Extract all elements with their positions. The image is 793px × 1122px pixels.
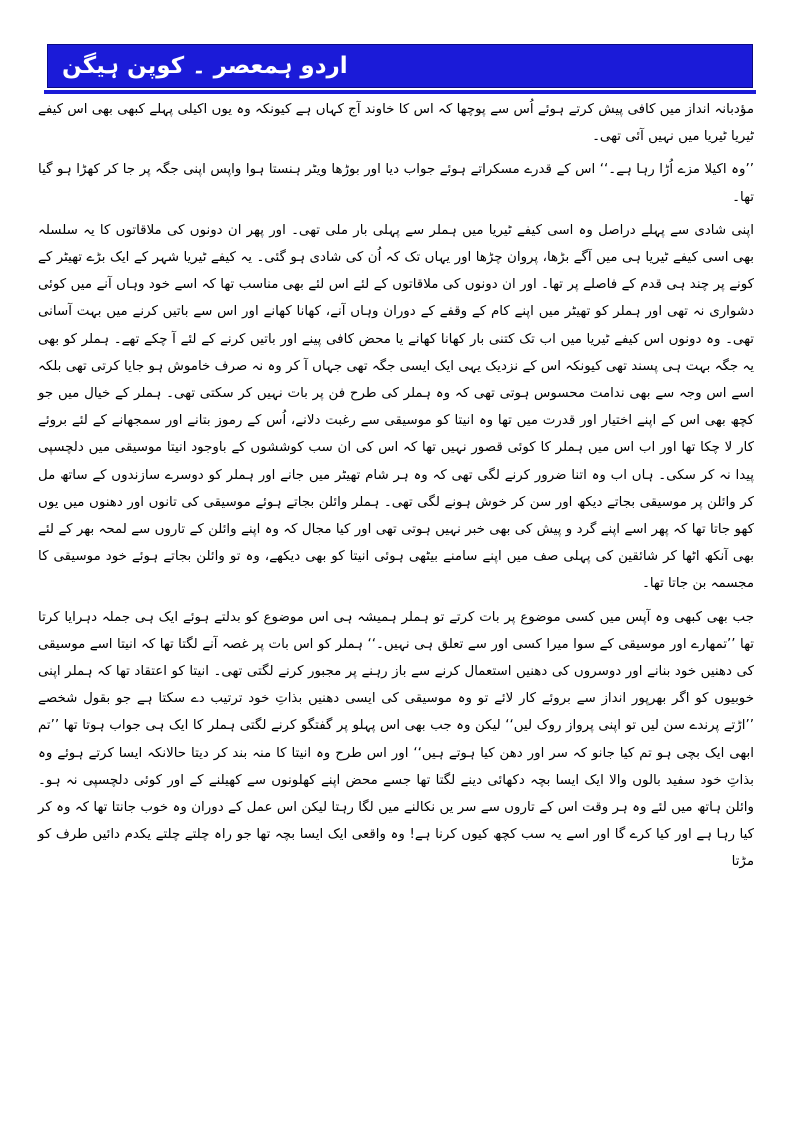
header-title: اردو ہمعصر ۔ کوپن ہیگن: [62, 53, 348, 79]
header-banner: [47, 44, 753, 88]
paragraph: اپنی شادی سے پہلے دراصل وہ اسی کیفے ٹیریا میں ہملر سے پہلی بار ملی تھی۔ اور پھر ان دونوں کی ملاقاتوں کا یہ سلسلہ بھی اسی کیفے ٹیریا ہی میں آگے بڑھا، پروان چڑھا اور یہاں تک کہ اُن کی شادی ہو گئی۔ یہ کیفے ٹیریا شہر کے ایک بڑے تھیٹر کے کونے پر چند ہی قدم کے فاصلے پر تھا۔ اور ان دونوں کی ملاقاتوں کے لئے اس لئے بھی مناسب تھا کہ اسے خود وہاں آنے میں کوئی دشواری نہ تھی اور ہملر کو تھیٹر میں اپنے کام کے وقفے کے دوران وہاں آنے، کھانا کھانے اور اس سے باتیں کرنے میں بہت آسانی تھی۔ وہ دونوں اس کیفے ٹیریا میں اب تک کتنی بار کھانا کھانے یا محض کافی پینے اور باتیں کرنے کے لئے آ چکے تھے۔ ہملر کو بھی یہ جگہ بہت ہی پسند تھی کیونکہ اس کے نزدیک یہی ایک ایسی جگہ تھی جہاں آ کر وہ نہ صرف خاموش ہو جایا کرتی تھی بلکہ اسے اس وجہ سے بھی ندامت محسوس ہوتی تھی کہ وہ ہملر کی طرح فن پر بات نہیں کر سکتی تھی۔ ہملر کے خیال میں جو کچھ بھی اس کے اپنے اختیار اور قدرت میں تھا وہ انیتا کو موسیقی سے رغبت دلانے، اُس کے رموز بتانے اور سمجھانے کے لئے بروئے کار لا چکا تھا اور اب اس میں ہملر کا کوئی قصور نہیں تھا کہ اس کی ان سب کوششوں کے باوجود انیتا موسیقی میں دلچسپی پیدا نہ کر سکی۔ ہاں اب وہ اتنا ضرور کرنے لگی تھی کہ وہ ہر شام تھیٹر میں جانے اور ہملر کو دوسرے سازندوں کے ساتھ مل کر وائلن پر موسیقی بجاتے دیکھ اور سن کر خوش ہونے لگی تھی۔ ہملر وائلن بجاتے ہوئے موسیقی کی تانوں اور دھنوں میں یوں کھو جاتا تھا کہ پھر اسے اپنے گرد و پیش کی بھی خبر نہیں ہوتی تھی اور کیا مجال کہ وہ اپنے وائلن کے تاروں سے لمحہ بھر کے لئے بھی آنکھ اٹھا کر شائقین کی پہلی صف میں اپنے سامنے بیٹھی ہوئی انیتا کو بھی دیکھے، وہ تو وائلن بجاتے ہوئے خود موسیقی کا مجسمہ بن جاتا تھا۔: [38, 222, 754, 592]
article-body: [38, 96, 754, 882]
paragraph: مؤدبانہ انداز میں کافی پیش کرتے ہوئے اُس سے پوچھا کہ اس کا خاوند آج کہاں ہے کیونکہ وہ یوں اکیلی پہلے کبھی بھی اس کیفے ٹیریا ٹیریا میں نہیں آئی تھی۔: [38, 102, 754, 145]
paragraph: جب بھی کبھی وہ آپس میں کسی موضوع پر بات کرتے تو ہملر ہمیشہ ہی اس موضوع کو بدلتے ہوئے ایک ہی جملہ دہرایا کرتا تھا ’’تمھارے اور موسیقی کے سوا میرا کسی اور سے تعلق ہی نہیں۔‘‘ ہملر کو اس بات پر غصہ آنے لگتا تھا کہ انیتا اسے موسیقی کی دھنیں خود بنانے اور دوسروں کی دھنیں استعمال کرنے سے باز رہنے پر مجبور کرنے لگتی تھی۔ انیتا کو اعتقاد تھا کہ ہملر اپنی خوبیوں کو اگر بھرپور انداز سے بروئے کار لائے تو وہ موسیقی کی ایسی دھنیں بذاتِ خود ترتیب دے سکتا ہے جو بقول شخصے ’’اڑتے پرندے سن لیں تو اپنی پرواز روک لیں‘‘ لیکن وہ جب بھی اس پہلو پر گفتگو کرنے لگتی ہملر کا ایک ہی جواب ہوتا تھا ’’تم ابھی ایک بچی ہو تم کیا جانو کہ سر اور دھن کیا ہوتے ہیں‘‘ اور اس طرح وہ انیتا کا منہ بند کر دیتا حالانکہ ایسا کرتے ہوئے وہ بذاتِ خود سفید بالوں والا ایک ایسا بچہ دکھائی دینے لگتا تھا جسے محض اپنے کھلونوں سے کھیلنے کے اور کوئی دلچسپی نہ ہو۔ وائلن ہاتھ میں لئے وہ ہر وقت اس کے تاروں سے سر یں نکالنے میں لگا رہتا لیکن اس عمل کے دوران وہ خوب جانتا تھا کہ وہ کر کیا رہا ہے اور کیا کرے گا اور اسے یہ سب کچھ کیوں کرنا ہے! وہ واقعی ایک ایسا بچہ تھا جو راہ چلتے چلتے یکدم دائیں طرف کو مڑتا: [38, 609, 754, 870]
paragraph: ’’وہ اکیلا مزے اُڑا رہا ہے۔‘‘ اس کے قدرے مسکراتے ہوئے جواب دیا اور بوڑھا ویٹر ہنستا ہوا واپس اپنی جگہ پر جا کر کھڑا ہو گیا تھا۔: [38, 162, 754, 205]
